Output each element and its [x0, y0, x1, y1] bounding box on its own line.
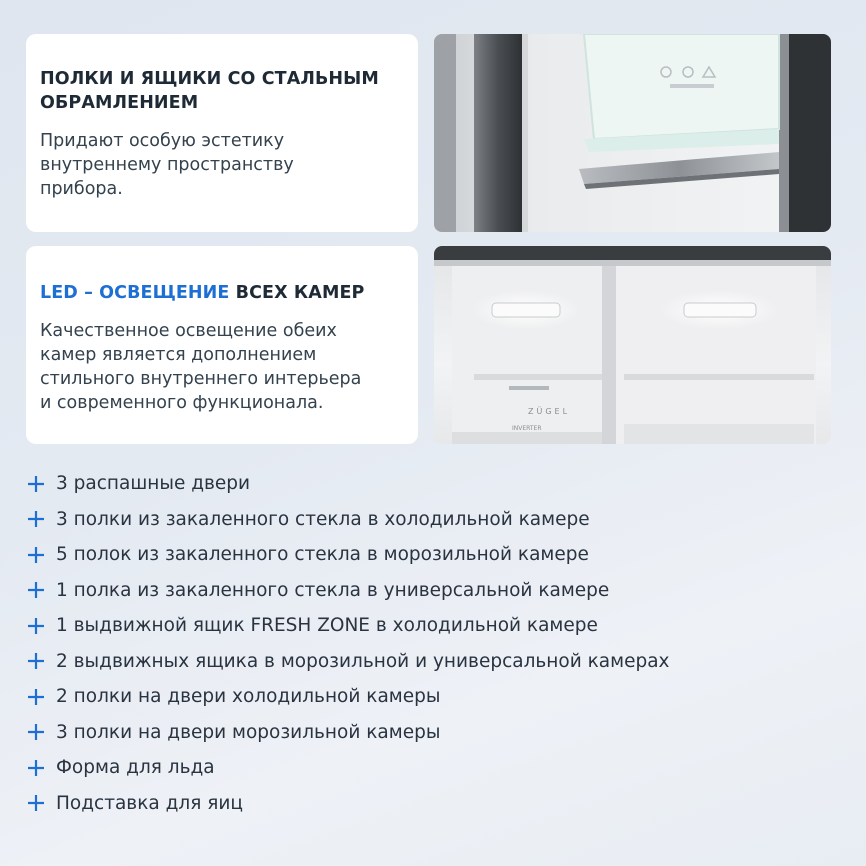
plus-icon — [26, 474, 46, 494]
card-text-line: Качественное освещение обеих — [40, 321, 337, 341]
card-title-rest: ВСЕХ КАМЕР — [229, 283, 365, 303]
led-photo — [434, 246, 831, 444]
card-title-line: ПОЛКИ И ЯЩИКИ СО СТАЛЬНЫМ — [40, 69, 379, 89]
list-item — [26, 679, 846, 715]
feature-text: 1 полка из закаленного стекла в универсальной камере — [56, 579, 610, 601]
list-item — [26, 715, 846, 751]
feature-text: 5 полок из закаленного стекла в морозильной камере — [56, 544, 589, 566]
feature-card-shelves — [26, 34, 418, 232]
card-title-accent: LED – ОСВЕЩЕНИЕ — [40, 283, 230, 303]
list-item — [26, 608, 846, 644]
list-item — [26, 750, 846, 786]
feature-card-led — [26, 246, 418, 444]
plus-icon — [26, 722, 46, 742]
list-item — [26, 466, 846, 502]
card-text-line: прибора. — [40, 179, 123, 199]
plus-icon — [26, 509, 46, 529]
list-item — [26, 786, 846, 822]
plus-icon — [26, 580, 46, 600]
card-description — [40, 319, 404, 415]
card-text-line: Придают особую эстетику — [40, 131, 285, 151]
shelf-photo — [434, 34, 831, 232]
card-title — [40, 67, 404, 115]
shelf-photo-image — [434, 34, 831, 232]
card-text-line: внутреннему пространству — [40, 155, 294, 175]
feature-text: 3 полки на двери морозильной камеры — [56, 721, 441, 743]
feature-text: 3 полки из закаленного стекла в холодильной камере — [56, 508, 590, 530]
feature-text: 2 полки на двери холодильной камеры — [56, 686, 441, 708]
card-text-line: стильного внутреннего интерьера — [40, 369, 362, 389]
card-text-line: и современного функционала. — [40, 393, 324, 413]
feature-text: 3 распашные двери — [56, 473, 251, 495]
card-description — [40, 129, 404, 201]
list-item — [26, 537, 846, 573]
plus-icon — [26, 545, 46, 565]
card-title-line: ОБРАМЛЕНИЕМ — [40, 93, 199, 113]
list-item — [26, 502, 846, 538]
feature-text: 2 выдвижных ящика в морозильной и универсальной камерах — [56, 650, 670, 672]
led-photo-image — [434, 246, 831, 444]
feature-text: Подставка для яиц — [56, 792, 243, 814]
plus-icon — [26, 687, 46, 707]
plus-icon — [26, 793, 46, 813]
list-item — [26, 644, 846, 680]
feature-text: 1 выдвижной ящик FRESH ZONE в холодильной камере — [56, 615, 598, 637]
list-item — [26, 573, 846, 609]
feature-text: Форма для льда — [56, 757, 215, 779]
card-text-line: камер является дополнением — [40, 345, 317, 365]
brand-label: ZÜGEL — [528, 407, 571, 416]
feature-list — [26, 466, 846, 821]
card-title — [40, 281, 404, 305]
plus-icon — [26, 616, 46, 636]
plus-icon — [26, 651, 46, 671]
plus-icon — [26, 758, 46, 778]
model-label: INVERTER — [512, 425, 542, 432]
